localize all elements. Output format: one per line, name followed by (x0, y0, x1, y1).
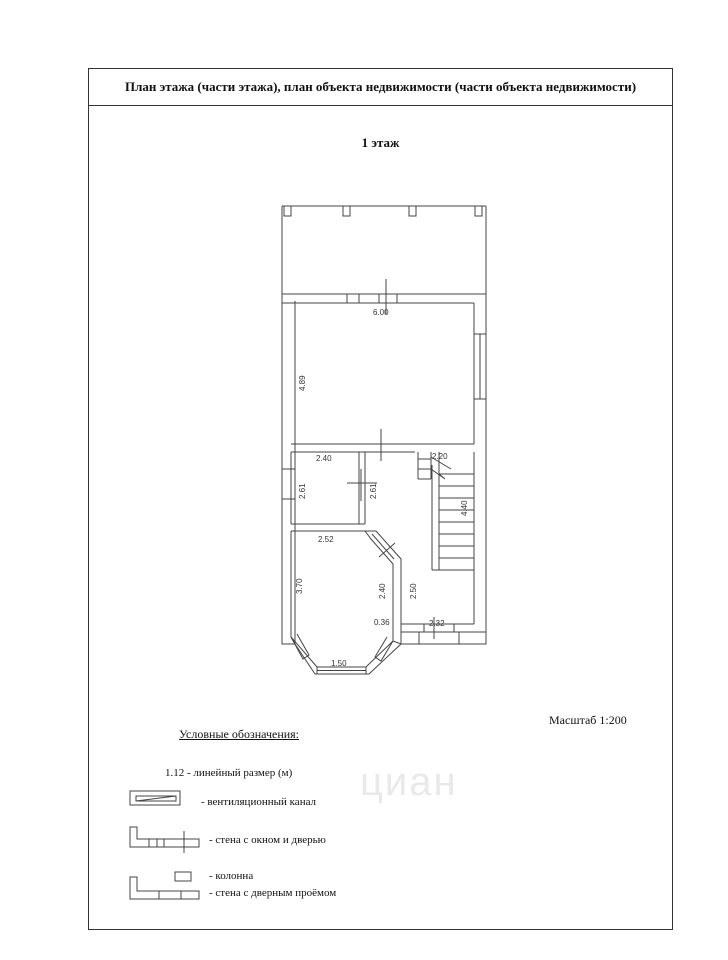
window (282, 469, 295, 499)
dimension-label: 2.20 (432, 452, 448, 461)
legend-symbols (130, 791, 199, 899)
bay-room-wall (295, 531, 401, 674)
outer-wall (475, 206, 486, 644)
column (343, 206, 350, 216)
floor-plan-drawing (89, 69, 674, 931)
legend-column: - колонна (209, 870, 254, 882)
legend-vent-channel: - вентиляционный канал (201, 796, 317, 808)
dimension-label: 1.50 (331, 659, 347, 668)
dimension-label: 6.00 (373, 308, 389, 317)
column (284, 206, 291, 216)
dimension-label: 0.36 (374, 618, 390, 627)
legend-title: Условные обозначения: (179, 727, 300, 741)
floor-label: 1 этаж (361, 135, 400, 150)
legend-wall-door-opening: - стена с дверным проёмом (209, 887, 337, 899)
dimension-label: 2.40 (316, 454, 332, 463)
dimension-label: 2.61 (298, 483, 307, 499)
plan-sheet (88, 68, 673, 930)
legend-linear-size: 1.12 - линейный размер (м) (165, 767, 293, 779)
dimension-label: 2.52 (318, 535, 334, 544)
vent-channel-symbol (130, 791, 180, 805)
column (475, 206, 482, 216)
watermark: циан (360, 760, 458, 804)
scale-label: Масштаб 1:200 (549, 713, 627, 727)
page-title: План этажа (части этажа), план объекта недвижимости (части объекта недвижимости) (124, 79, 637, 94)
dimension-label: 2.61 (369, 483, 378, 499)
dimension-label: 2.50 (409, 583, 418, 599)
window (347, 294, 397, 303)
dimension-label: 3.70 (295, 578, 304, 594)
dimension-label: 2.40 (378, 583, 387, 599)
outer-wall (282, 206, 295, 644)
column (409, 206, 416, 216)
dimension-label: 4.40 (460, 500, 469, 516)
dimension-label: 2.32 (429, 619, 445, 628)
column-symbol (175, 872, 191, 881)
wall-door-opening-symbol (130, 877, 199, 899)
dimension-label: 4.89 (298, 375, 307, 391)
legend-wall-window-door: - стена с окном и дверью (209, 834, 326, 846)
